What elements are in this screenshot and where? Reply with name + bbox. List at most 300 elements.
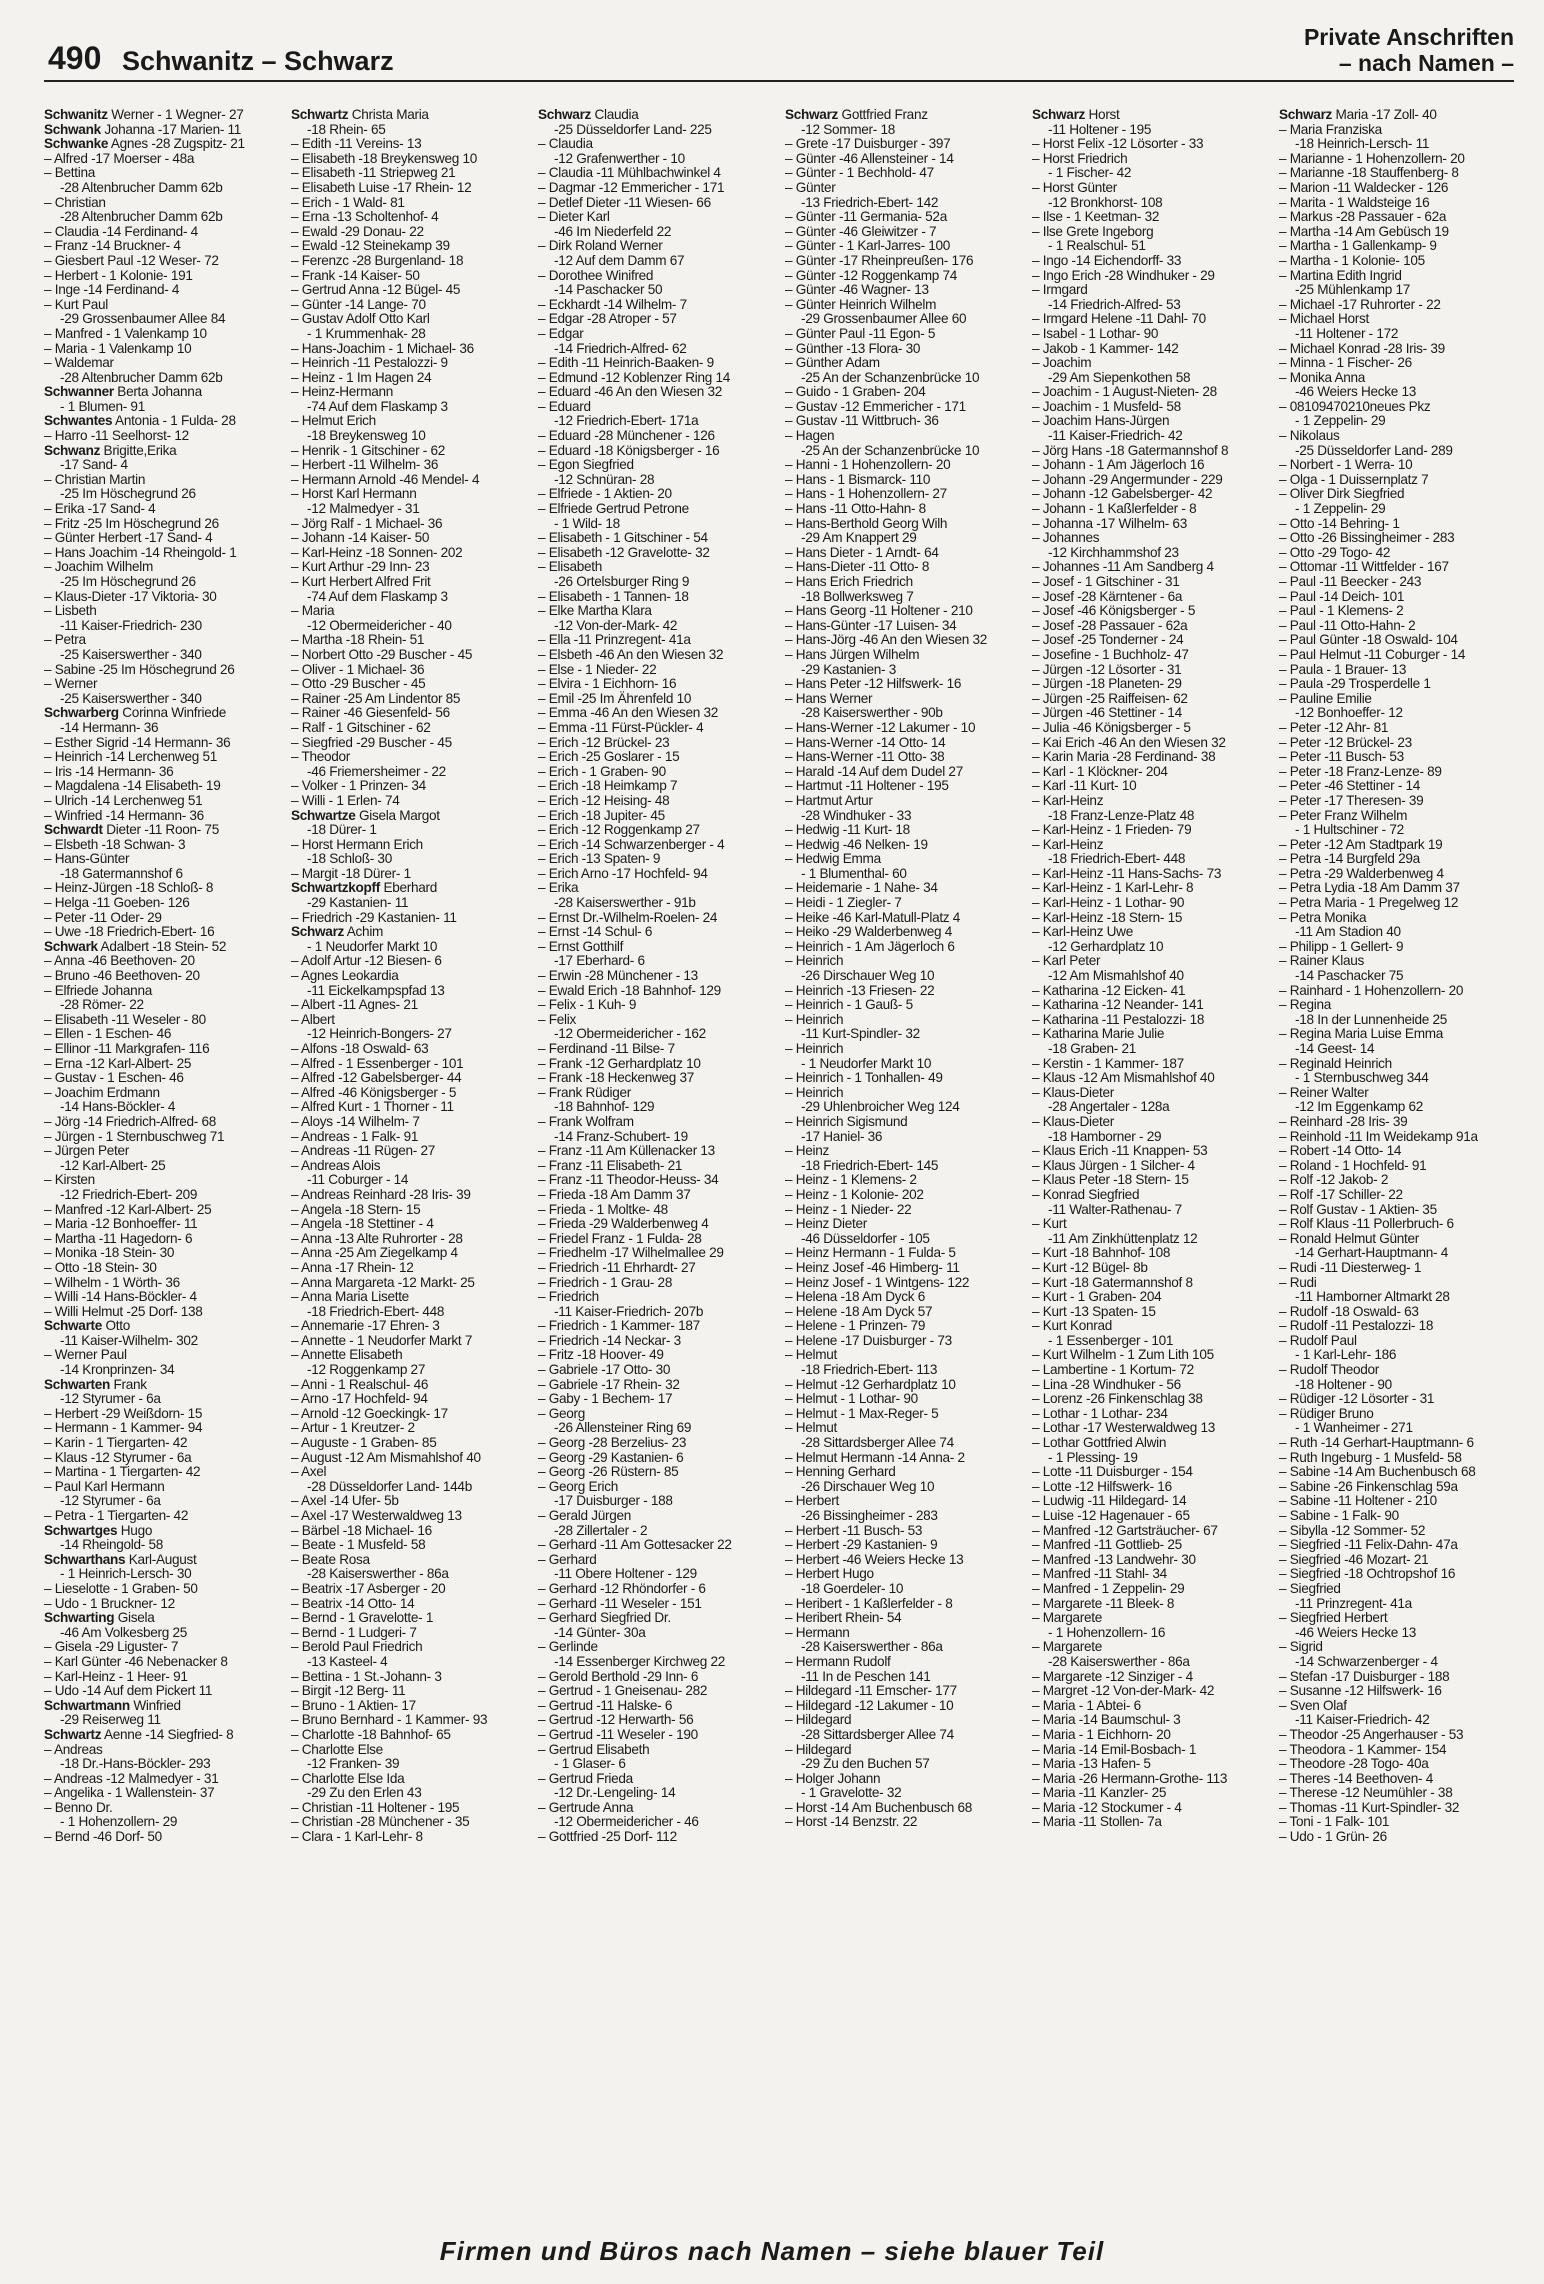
entry-text: – Siegfried -29 Buscher - 45 (291, 734, 452, 750)
directory-entry (1032, 1465, 1267, 1480)
directory-entry (291, 1524, 526, 1539)
directory-entry (291, 312, 526, 327)
entry-text: – Joachim - 1 August-Nieten- 28 (1032, 384, 1217, 400)
entry-text: – Paula -29 Trosperdelle 1 (1279, 676, 1431, 692)
entry-text: - 1 Gravelotte- 32 (801, 1785, 902, 1801)
entry-text: – Martha -14 Am Gebüsch 19 (1279, 223, 1449, 239)
entry-text: Gottfried Franz (838, 108, 928, 122)
directory-entry (785, 269, 1020, 284)
directory-entry (1279, 444, 1514, 459)
entry-text: – Ruth Ingeburg - 1 Musfeld- 58 (1279, 1449, 1462, 1465)
directory-entry (44, 1348, 279, 1363)
entry-text: -11 Am Zinkhüttenplatz 12 (1048, 1230, 1198, 1246)
entry-text: -13 Friedrich-Ebert- 142 (801, 194, 939, 210)
directory-entry (785, 487, 1020, 502)
entry-text: – Margret -12 Von-der-Mark- 42 (1032, 1683, 1215, 1699)
directory-entry (1279, 1348, 1514, 1363)
entry-text: – Georg -26 Rüstern- 85 (538, 1464, 679, 1480)
entry-text: – Gertrud Frieda (538, 1770, 633, 1786)
entry-text: -11 Eickelkampspfad 13 (307, 982, 445, 998)
directory-entry (291, 1684, 526, 1699)
surname: Schwarz (291, 924, 345, 940)
directory-entry (785, 414, 1020, 429)
entry-text: – Petra - 1 Tiergarten- 42 (44, 1508, 189, 1523)
directory-entry (1032, 663, 1267, 678)
directory-entry (538, 1013, 773, 1028)
directory-entry (538, 1319, 773, 1334)
entry-text: – Friedrich -11 Ehrhardt- 27 (538, 1259, 696, 1275)
directory-entry (291, 225, 526, 240)
directory-entry (1032, 750, 1267, 765)
entry-text: – Thomas -11 Kurt-Spindler- 32 (1279, 1799, 1460, 1815)
directory-entry (44, 1582, 279, 1597)
entry-text: -28 Kaiserswerther - 86a (801, 1639, 943, 1655)
entry-text: -12 Obermeidericher - 40 (307, 617, 452, 633)
entry-text: – Erika -17 Sand- 4 (44, 501, 156, 517)
entry-text: – Günter Heinrich Wilhelm (785, 296, 937, 312)
directory-entry (1279, 1538, 1514, 1553)
directory-entry (1279, 1684, 1514, 1699)
directory-entry (291, 429, 526, 444)
entry-text: -29 Zu den Erlen 43 (307, 1785, 422, 1801)
directory-entry (538, 298, 773, 313)
entry-text: – Lothar Gottfried Alwin (1032, 1435, 1167, 1451)
directory-entry (291, 604, 526, 619)
entry-text: – Christian -11 Holtener - 195 (291, 1799, 460, 1815)
entry-text: – Lotte -11 Duisburger - 154 (1032, 1464, 1193, 1480)
entry-text: – Hartmut -11 Holtener - 195 (785, 778, 949, 794)
directory-entry (785, 940, 1020, 955)
entry-text: – Willi -14 Hans-Böckler- 4 (44, 1289, 197, 1305)
directory-entry (785, 1348, 1020, 1363)
entry-text: – Herbert -11 Busch- 53 (785, 1522, 923, 1538)
entry-text: – Gertrude Anna (538, 1799, 634, 1815)
entry-text: – Emma -11 Fürst-Pückler- 4 (538, 719, 704, 735)
directory-entry (1279, 1100, 1514, 1115)
entry-text: – Erika (538, 880, 579, 896)
entry-text: – August -12 Am Mismahlshof 40 (291, 1449, 481, 1465)
entry-text: – Rudi (1279, 1274, 1317, 1290)
directory-entry (538, 1815, 773, 1830)
directory-entry (1032, 1553, 1267, 1568)
directory-entry (44, 1246, 279, 1261)
directory-entry (1279, 1582, 1514, 1597)
directory-entry (1032, 1699, 1267, 1714)
entry-text: – Bernd -46 Dorf- 50 (44, 1829, 162, 1845)
directory-entry (538, 750, 773, 765)
entry-text: – Margarete -12 Sinziger - 4 (1032, 1668, 1193, 1684)
directory-entry (1279, 604, 1514, 619)
directory-entry (538, 356, 773, 371)
directory-entry (785, 152, 1020, 167)
surname: Schwarz (1032, 108, 1086, 122)
entry-text: -12 Roggenkamp 27 (307, 1362, 426, 1378)
directory-entry (44, 1057, 279, 1072)
directory-entry (1032, 648, 1267, 663)
entry-text: – Sven Olaf (1279, 1697, 1347, 1713)
directory-entry (785, 298, 1020, 313)
directory-entry (1279, 1144, 1514, 1159)
entry-text: -29 Uhlenbroicher Weg 124 (801, 1099, 960, 1115)
entry-text: – Berold Paul Friedrich (291, 1639, 423, 1655)
entry-text: – Hans -11 Otto-Hahn- 8 (785, 501, 926, 517)
entry-text: – Alfred -17 Moerser - 48a (44, 150, 195, 166)
entry-text: – Günter - 1 Karl-Jarres- 100 (785, 238, 951, 254)
directory-entry (1279, 1553, 1514, 1568)
entry-text: – Michael Horst (1279, 311, 1369, 327)
directory-entry (44, 400, 279, 415)
entry-text: – Margarete (1032, 1610, 1102, 1626)
entry-text: – Helmut (785, 1347, 837, 1363)
entry-text: – Helmut - 1 Max-Reger- 5 (785, 1405, 939, 1421)
entry-text: Agnes -28 Zugspitz- 21 (108, 136, 245, 152)
entry-text: – Horst Hermann Erich (291, 836, 423, 852)
directory-entry (44, 1290, 279, 1305)
entry-text: – Petra Lydia -18 Am Damm 37 (1279, 880, 1460, 896)
entry-text: – Kurt -13 Spaten- 15 (1032, 1303, 1156, 1319)
directory-entry (44, 1670, 279, 1685)
entry-text: – Friedrich - 1 Kammer- 187 (538, 1318, 700, 1334)
entry-text: – Sabine - 1 Falk- 90 (1279, 1508, 1399, 1523)
directory-entry (1032, 1567, 1267, 1582)
directory-entry (538, 1115, 773, 1130)
entry-text: -25 Im Höschegrund 26 (60, 486, 196, 502)
directory-entry (785, 1640, 1020, 1655)
directory-entry (538, 1348, 773, 1363)
entry-text: -12 Friedrich-Ebert- 171a (554, 413, 699, 429)
entry-text: -11 In de Peschen 141 (801, 1668, 931, 1684)
entry-text: – Peter -12 Brückel- 23 (1279, 734, 1412, 750)
entry-text: – Albert -11 Agnes- 21 (291, 997, 418, 1013)
directory-entry (538, 1465, 773, 1480)
surname: Schwarberg (44, 705, 119, 721)
directory-entry (1279, 575, 1514, 590)
directory-entry (291, 1699, 526, 1714)
entry-text: – Alfred -46 Königsberger - 5 (291, 1084, 457, 1100)
entry-text: – Paul Günter -18 Oswald- 104 (1279, 632, 1458, 648)
directory-entry (1279, 473, 1514, 488)
entry-text: – Lothar - 1 Lothar- 234 (1032, 1405, 1168, 1421)
entry-text: – Manfred -12 Gartsträucher- 67 (1032, 1522, 1218, 1538)
directory-entry (1279, 1130, 1514, 1145)
directory-entry (1279, 1757, 1514, 1772)
entry-text: – Ernst -14 Schul- 6 (538, 924, 653, 940)
directory-entry (1279, 823, 1514, 838)
directory-entry (291, 969, 526, 984)
directory-entry (1279, 1334, 1514, 1349)
directory-entry (1279, 1626, 1514, 1641)
directory-entry (1279, 123, 1514, 138)
directory-entry (538, 1173, 773, 1188)
directory-entry (44, 458, 279, 473)
entry-text: – Lieselotte - 1 Graben- 50 (44, 1580, 198, 1596)
directory-entry (291, 254, 526, 269)
entry-text: -28 Sittardsberger Allee 74 (801, 1726, 954, 1742)
directory-entry (1279, 1743, 1514, 1758)
directory-entry (785, 560, 1020, 575)
entry-text: – Frank -14 Kaiser- 50 (291, 267, 420, 283)
entry-text: – Günter -46 Gleiwitzer - 7 (785, 223, 937, 239)
entry-text: – Gerhard -12 Rhöndorfer - 6 (538, 1580, 706, 1596)
directory-entry (1279, 1203, 1514, 1218)
directory-entry (1032, 619, 1267, 634)
entry-text: -28 Sittardsberger Allee 74 (801, 1435, 954, 1451)
directory-entry (291, 1480, 526, 1495)
entry-text: – Maria - 1 Abtei- 6 (1032, 1697, 1141, 1713)
directory-entry (785, 1276, 1020, 1291)
entry-text: – Manfred - 1 Valenkamp 10 (44, 325, 207, 341)
entry-text: Corinna Winfriede (118, 705, 226, 721)
entry-text: – Norbert Otto -29 Buscher - 45 (291, 646, 473, 662)
directory-entry (1279, 984, 1514, 999)
entry-text: – Luise -12 Hagenauer - 65 (1032, 1508, 1190, 1523)
entry-text: – Hermann - 1 Kammer- 94 (44, 1420, 203, 1436)
directory-entry (1279, 1173, 1514, 1188)
directory-entry (538, 531, 773, 546)
entry-text: – Jürgen - 1 Sternbuschweg 71 (44, 1128, 225, 1144)
directory-entry (1032, 1071, 1267, 1086)
entry-text: – Emma -46 An den Wiesen 32 (538, 705, 719, 721)
entry-text: -28 Kaiserswerther - 86a (307, 1566, 449, 1582)
directory-entry (44, 1494, 279, 1509)
directory-entry (785, 969, 1020, 984)
entry-text: – Paul -11 Beecker - 243 (1279, 574, 1422, 589)
directory-entry (1032, 1626, 1267, 1641)
directory-entry (291, 823, 526, 838)
surname: Schwanner (44, 384, 114, 400)
directory-entry (1032, 356, 1267, 371)
directory-entry (538, 239, 773, 254)
entry-text: – Hermann Arnold -46 Mendel- 4 (291, 471, 480, 487)
entry-text: – Franz -11 Elisabeth- 21 (538, 1157, 683, 1173)
entry-text: – Aloys -14 Wilhelm- 7 (291, 1113, 420, 1129)
entry-text: -25 Kaiserswerther - 340 (60, 646, 202, 662)
directory-entry (1032, 794, 1267, 809)
entry-text: – Karin Maria -28 Ferdinand- 38 (1032, 749, 1216, 765)
entry-text: – Volker - 1 Prinzen- 34 (291, 778, 426, 794)
directory-entry (1032, 867, 1267, 882)
directory-entry (1032, 677, 1267, 692)
directory-entry (785, 1188, 1020, 1203)
entry-text: – Helmut Erich (291, 413, 376, 429)
directory-entry (44, 1217, 279, 1232)
directory-entry (1032, 283, 1267, 298)
entry-text: – Michael -17 Ruhrorter - 22 (1279, 296, 1441, 312)
entry-text: – Sibylla -12 Sommer- 52 (1279, 1522, 1426, 1538)
entry-text: – Martha -11 Hagedorn- 6 (44, 1230, 193, 1246)
entry-text: -11 Hamborner Altmarkt 28 (1295, 1289, 1450, 1305)
entry-text: – Petra -29 Walderbenweg 4 (1279, 865, 1444, 881)
entry-text: -28 Kaiserswerther - 91b (554, 895, 696, 911)
directory-entry (785, 283, 1020, 298)
entry-text: -14 Gerhart-Hauptmann- 4 (1295, 1245, 1448, 1261)
entry-text: – Frieda - 1 Moltke- 48 (538, 1201, 668, 1217)
directory-entry (1279, 867, 1514, 882)
directory-entry (785, 677, 1020, 692)
directory-entry (1279, 342, 1514, 357)
entry-text: – Jürgen -18 Planeten- 29 (1032, 676, 1182, 692)
entry-text: – Charlotte Else Ida (291, 1770, 405, 1786)
directory-entry (1032, 196, 1267, 211)
entry-text: – Rudolf Theodor (1279, 1362, 1379, 1378)
directory-entry (1032, 809, 1267, 824)
directory-entry (1279, 269, 1514, 284)
directory-entry (1032, 852, 1267, 867)
directory-entry (538, 896, 773, 911)
directory-entry (44, 1699, 279, 1714)
directory-entry (785, 1407, 1020, 1422)
directory-entry (538, 706, 773, 721)
entry-text: – Elke Martha Klara (538, 603, 652, 619)
entry-text: -12 Obermeidericher - 162 (554, 1026, 706, 1042)
directory-entry (538, 1509, 773, 1524)
entry-text: – Erich -13 Spaten- 9 (538, 851, 661, 867)
entry-text: Aenne -14 Siegfried- 8 (101, 1726, 234, 1742)
surname: Schwarz (538, 108, 592, 122)
entry-text: Antonia - 1 Fulda- 28 (112, 413, 236, 429)
directory-entry (291, 896, 526, 911)
entry-text: -12 Franken- 39 (307, 1756, 400, 1772)
entry-text: – Gustav - 1 Eschen- 46 (44, 1070, 184, 1086)
directory-entry (44, 750, 279, 765)
directory-entry (1032, 1100, 1267, 1115)
directory-entry (44, 1363, 279, 1378)
directory-entry (44, 414, 279, 429)
directory-entry (1279, 663, 1514, 678)
directory-entry (1279, 166, 1514, 181)
directory-entry (785, 108, 1020, 123)
directory-entry (291, 1290, 526, 1305)
entry-text: Adalbert -18 Stein- 52 (97, 938, 227, 954)
directory-entry (1032, 1451, 1267, 1466)
entry-text: – Maria - 1 Valenkamp 10 (44, 340, 192, 356)
directory-entry (1279, 1640, 1514, 1655)
entry-text: – Peter -46 Stettiner - 14 (1279, 778, 1421, 794)
entry-text: – Karl-Heinz (1032, 836, 1104, 852)
entry-text: – Theodore -28 Togo- 40a (1279, 1756, 1429, 1772)
entry-text: – Frank -12 Gerhardplatz 10 (538, 1055, 701, 1071)
directory-entry (1032, 1480, 1267, 1495)
entry-text: – Andreas - 1 Falk- 91 (291, 1128, 419, 1144)
directory-entry (291, 1246, 526, 1261)
directory-entry (785, 1801, 1020, 1816)
directory-entry (44, 298, 279, 313)
directory-entry (44, 911, 279, 926)
entry-text: – Hans Erich Friedrich (785, 574, 913, 589)
entry-text: -18 Gatermannshof 6 (60, 865, 183, 881)
directory-entry (538, 1567, 773, 1582)
directory-entry (538, 940, 773, 955)
directory-entry (1279, 517, 1514, 532)
directory-entry (785, 692, 1020, 707)
directory-entry (291, 137, 526, 152)
entry-text: – Elsbeth -18 Schwan- 3 (44, 836, 186, 852)
entry-text: - 1 Sternbuschweg 344 (1295, 1070, 1429, 1086)
directory-entry (538, 1772, 773, 1787)
entry-text: -14 Hermann- 36 (60, 719, 159, 735)
directory-entry (291, 1071, 526, 1086)
entry-text: – Reinhard -28 Iris- 39 (1279, 1113, 1408, 1129)
entry-text: -18 Friedrich-Ebert- 113 (801, 1362, 938, 1378)
directory-entry (785, 444, 1020, 459)
directory-entry (291, 239, 526, 254)
entry-text: – Hans-Günter -17 Luisen- 34 (785, 617, 957, 633)
entry-text: – Karl-Heinz - 1 Heer- 91 (44, 1668, 188, 1684)
entry-text: – Heinrich -13 Friesen- 22 (785, 982, 935, 998)
entry-text: – Ingo -14 Eichendorff- 33 (1032, 252, 1182, 268)
directory-entry (291, 838, 526, 853)
entry-text: – Günter -17 Rheinpreußen- 176 (785, 252, 974, 268)
entry-text: – Karl-Heinz - 1 Frieden- 79 (1032, 822, 1192, 838)
entry-text: Christa Maria (348, 108, 429, 122)
entry-text: – Karl - 1 Klöckner- 204 (1032, 763, 1168, 779)
entry-text: – Theres -14 Beethoven- 4 (1279, 1770, 1433, 1786)
entry-text: - 1 Hohenzollern- 16 (1048, 1624, 1166, 1640)
entry-text: - 1 Blumenthal- 60 (801, 865, 907, 881)
directory-entry (291, 1640, 526, 1655)
directory-entry (538, 765, 773, 780)
directory-entry (1032, 1684, 1267, 1699)
entry-text: – Julia -46 Königsberger - 5 (1032, 719, 1191, 735)
directory-entry (1032, 1611, 1267, 1626)
directory-entry (291, 108, 526, 123)
directory-entry (538, 1290, 773, 1305)
directory-entry (1279, 400, 1514, 415)
entry-text: – Johannes (1032, 530, 1100, 546)
entry-text: – Ulrich -14 Lerchenweg 51 (44, 792, 203, 808)
entry-text: – Sigrid (1279, 1639, 1323, 1655)
entry-text: – Adolf Artur -12 Biesen- 6 (291, 953, 442, 969)
directory-entry (1279, 108, 1514, 123)
directory-entry (291, 1086, 526, 1101)
directory-entry (538, 1086, 773, 1101)
directory-entry (538, 1188, 773, 1203)
entry-text: – Axel (291, 1464, 327, 1480)
entry-text: -12 Grafenwerther - 10 (554, 150, 685, 166)
directory-entry (291, 1305, 526, 1320)
directory-entry (291, 590, 526, 605)
entry-text: – Peter -18 Franz-Lenze- 89 (1279, 763, 1442, 779)
entry-text: – Peter -12 Ahr- 81 (1279, 719, 1389, 735)
entry-text: -11 Kaiser-Wilhelm- 302 (60, 1332, 198, 1348)
directory-entry (1032, 371, 1267, 386)
entry-text: – Josef -28 Kärntener - 6a (1032, 588, 1183, 604)
entry-text: – Gerhard Siegfried Dr. (538, 1610, 671, 1626)
entry-text: -14 Kronprinzen- 34 (60, 1362, 175, 1378)
entry-text: Maria -17 Zoll- 40 (1332, 108, 1437, 122)
entry-text: – Helmut -12 Gerhardplatz 10 (785, 1376, 956, 1392)
entry-text: -25 Düsseldorfer Land- 289 (1295, 442, 1453, 458)
entry-text: – Karl-Heinz -11 Hans-Sachs- 73 (1032, 865, 1222, 881)
directory-entry (1279, 356, 1514, 371)
directory-entry (44, 794, 279, 809)
directory-entry (44, 196, 279, 211)
entry-text: – Erich -12 Heising- 48 (538, 792, 670, 808)
directory-entry (785, 1261, 1020, 1276)
directory-entry (1279, 137, 1514, 152)
surname: Schwark (44, 938, 98, 954)
directory-entry (291, 1188, 526, 1203)
directory-entry (1032, 1772, 1267, 1787)
entry-text: – Elisabeth -11 Weseler - 80 (44, 1011, 206, 1027)
entry-text: – Hans Georg -11 Holtener - 210 (785, 603, 973, 619)
entry-text: – Heidi - 1 Ziegler- 7 (785, 895, 902, 911)
entry-text: – Klaus Peter -18 Stern- 15 (1032, 1172, 1189, 1188)
entry-text: – Ellen - 1 Eschen- 46 (44, 1026, 172, 1042)
directory-entry (538, 327, 773, 342)
entry-text: – Christian (44, 194, 106, 210)
entry-text: – Rudolf -18 Oswald- 63 (1279, 1303, 1419, 1319)
